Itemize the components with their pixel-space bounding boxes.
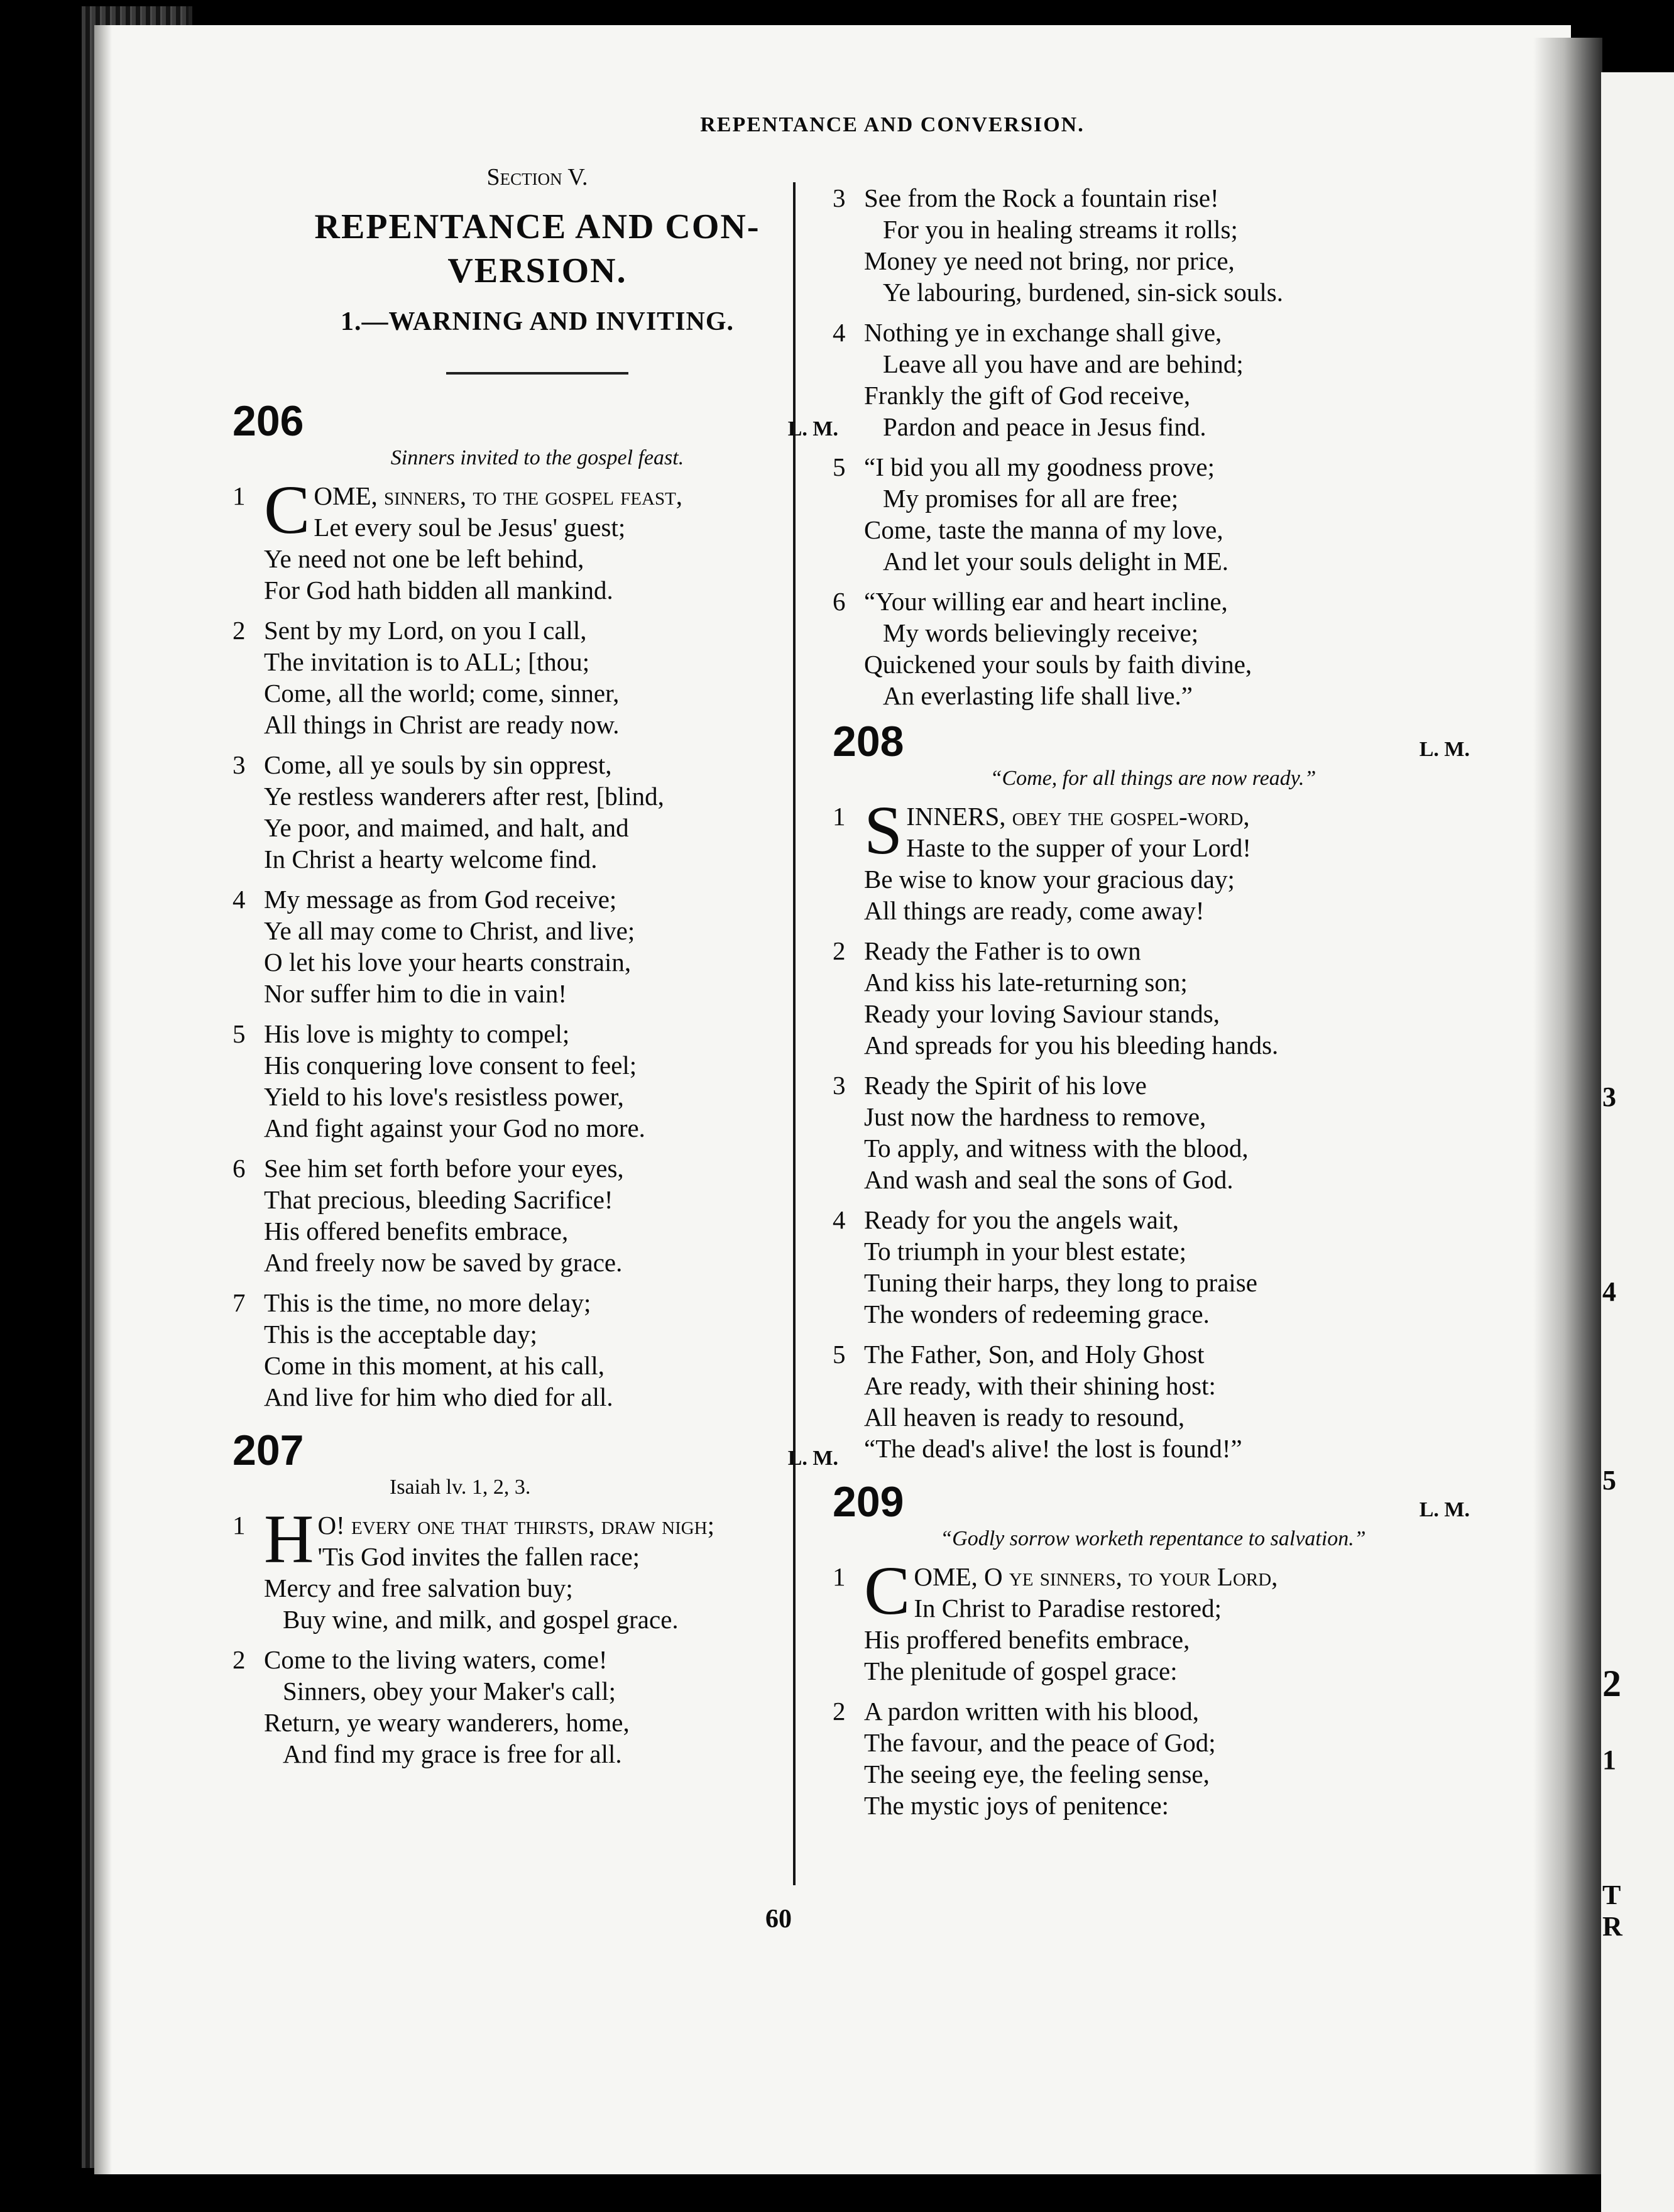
stanza [232, 1287, 842, 1413]
verse-line: Ye all may come to Christ, and live; [264, 916, 635, 945]
section-title-line: REPENTANCE AND CON- [314, 207, 760, 246]
verse-line: Ye labouring, burdened, sin-sick souls. [883, 278, 1283, 307]
verse-line: And let your souls delight in ME. [883, 547, 1229, 576]
stanza [232, 471, 842, 606]
stanza [833, 586, 1474, 711]
verse-number: 1 [833, 1562, 846, 1591]
hymn-caption: “Godly sorrow worketh repentance to salvation.” [940, 1527, 1366, 1550]
verse-line: Just now the hardness to remove, [864, 1102, 1206, 1131]
stanza [833, 935, 1474, 1061]
verse-line-text: O! every one that thirsts, draw nigh; [317, 1511, 715, 1540]
stanza [833, 1695, 1474, 1821]
stanza [232, 1018, 842, 1144]
verse-line: This is the time, no more delay; [264, 1288, 591, 1317]
verse-line: A pardon written with his blood, [864, 1697, 1199, 1726]
hymn-207 [232, 1426, 842, 1770]
verse-line: And find my grace is free for all. [283, 1739, 622, 1768]
verse-line: And kiss his late-returning son; [864, 968, 1188, 997]
stanza [232, 884, 842, 1009]
verse-line: Come, all ye souls by sin opprest, [264, 750, 612, 779]
verse-line: Quickened your souls by faith divine, [864, 650, 1252, 679]
verse-number: 5 [833, 1340, 846, 1369]
stanza [833, 451, 1474, 577]
verse-line: And live for him who died for all. [264, 1382, 613, 1411]
verse-line: And spreads for you his bleeding hands. [864, 1031, 1279, 1059]
verse-line: Ye restless wanderers after rest, [blind, [264, 782, 664, 811]
stanza [232, 1501, 842, 1635]
verse-line: His proffered benefits embrace, [864, 1625, 1190, 1654]
verse-line: Buy wine, and milk, and gospel grace. [283, 1605, 679, 1634]
verse-line: That precious, bleeding Sacrifice! [264, 1185, 613, 1214]
hymn-number: 206 [232, 397, 304, 445]
hymn-206 [232, 397, 842, 1413]
verse-line: Ready your loving Saviour stands, [864, 999, 1220, 1028]
verse-line: All things are ready, come away! [864, 896, 1205, 925]
verse-number: 5 [833, 452, 846, 481]
verse-line: Come in this moment, at his call, [264, 1351, 605, 1380]
verse-line-text: INNERS, obey the gospel-word, [906, 802, 1250, 831]
verse-line: Leave all you have and are behind; [883, 349, 1244, 378]
verse-line: Ye need not one be left behind, [264, 544, 584, 573]
drop-cap: C [864, 1552, 911, 1629]
verse-line: “I bid you all my goodness prove; [864, 452, 1215, 481]
verse-line: And freely now be saved by grace. [264, 1248, 623, 1277]
drop-cap: H [264, 1501, 314, 1577]
verse-line: Sinners, obey your Maker's call; [283, 1677, 616, 1706]
divider [446, 372, 628, 375]
left-column [232, 145, 842, 1786]
hymn-header [232, 1426, 842, 1474]
hymn-header [833, 720, 1474, 763]
verse-line: My message as from God receive; [264, 885, 617, 914]
verse-line: The mystic joys of penitence: [864, 1791, 1169, 1820]
verse-line: The seeing eye, the feeling sense, [864, 1760, 1210, 1788]
next-page-fragment: 1 [1602, 1744, 1616, 1775]
verse-line: The wonders of redeeming grace. [864, 1300, 1210, 1328]
verse-line [864, 801, 1474, 832]
stanza [232, 1644, 842, 1770]
drop-cap: S [864, 792, 903, 868]
verse-number: 2 [833, 936, 846, 965]
verse-line: Be wise to know your gracious day; [864, 865, 1235, 894]
hymn-number: 209 [833, 1478, 904, 1526]
stanza [833, 792, 1474, 926]
running-head: REPENTANCE AND CONVERSION. [700, 113, 1085, 136]
verse-line: Come to the living waters, come! [264, 1645, 608, 1674]
stanza [833, 1552, 1474, 1687]
verse-line [864, 1561, 1474, 1592]
verse-line-text: OME, sinners, to the gospel feast, [314, 481, 683, 510]
verse-line [264, 480, 842, 512]
gutter-shadow [1533, 38, 1602, 2174]
verse-line: Are ready, with their shining host: [864, 1371, 1216, 1400]
verse-number: 4 [833, 318, 846, 347]
verse-number: 6 [833, 587, 846, 616]
verse-line: My words believingly receive; [883, 618, 1199, 647]
verse-line: Ready the Father is to own [864, 936, 1141, 965]
stanza [232, 615, 842, 740]
next-page-fragment: 3 [1602, 1081, 1616, 1112]
hymn-meter: L. M. [1419, 1498, 1470, 1521]
verse-number: 2 [232, 1645, 246, 1674]
verse-line: To apply, and witness with the blood, [864, 1134, 1249, 1163]
verse-line: All things in Christ are ready now. [264, 710, 620, 739]
verse-line: Let every soul be Jesus' guest; [314, 513, 626, 542]
section-title [232, 205, 842, 293]
section-label: Section V. [486, 164, 588, 190]
verse-number: 4 [833, 1205, 846, 1234]
verse-number: 3 [232, 750, 246, 779]
hymn-header [833, 1478, 1474, 1526]
verse-line: See from the Rock a fountain rise! [864, 183, 1219, 212]
verse-line: My promises for all are free; [883, 484, 1179, 513]
verse-line: “The dead's alive! the lost is found!” [864, 1434, 1242, 1463]
verse-line: Ye poor, and maimed, and halt, and [264, 813, 629, 842]
verse-number: 7 [232, 1288, 246, 1317]
verse-line-text: OME, O ye sinners, to your Lord, [914, 1562, 1278, 1591]
verse-line: All heaven is ready to resound, [864, 1403, 1185, 1432]
next-page-fragment: R [1602, 1911, 1622, 1942]
hymn-meter: L. M. [1419, 738, 1470, 761]
next-page-fragment: 5 [1602, 1465, 1616, 1496]
verse-line: Ready for you the angels wait, [864, 1205, 1179, 1234]
hymn-meter: L. M. [787, 417, 838, 441]
verse-line: Tuning their harps, they long to praise [864, 1268, 1257, 1297]
hymn-number: 208 [833, 718, 904, 765]
hymn-caption: Sinners invited to the gospel feast. [390, 446, 684, 469]
verse-line: In Christ to Paradise restored; [914, 1594, 1222, 1623]
hymn-caption: Isaiah lv. 1, 2, 3. [390, 1476, 531, 1499]
verse-line: “Your willing ear and heart incline, [864, 587, 1228, 616]
verse-number: 1 [833, 802, 846, 831]
verse-line: Money ye need not bring, nor price, [864, 246, 1235, 275]
verse-line: Come, taste the manna of my love, [864, 515, 1223, 544]
verse-number: 5 [232, 1019, 246, 1048]
stanza [232, 749, 842, 875]
verse-number: 3 [833, 1071, 846, 1100]
verse-line: Pardon and peace in Jesus find. [883, 412, 1206, 441]
section-title-line: VERSION. [447, 251, 627, 290]
verse-line: Nor suffer him to die in vain! [264, 979, 567, 1008]
page-number: 60 [765, 1905, 792, 1934]
stanza [833, 182, 1474, 308]
verse-line: The Father, Son, and Holy Ghost [864, 1340, 1205, 1369]
verse-number: 2 [232, 616, 246, 645]
verse-number: 3 [833, 183, 846, 212]
stanza [232, 1153, 842, 1278]
verse-line: And fight against your God no more. [264, 1114, 645, 1142]
next-page-fragment: 2 [1602, 1663, 1621, 1704]
verse-line: The plenitude of gospel grace: [864, 1656, 1178, 1685]
page-fold-shadow [94, 25, 112, 2174]
verse-line: The invitation is to ALL; [thou; [264, 647, 590, 676]
stanza [833, 1204, 1474, 1330]
stanza [833, 317, 1474, 442]
stanza [833, 1070, 1474, 1195]
verse-line: The favour, and the peace of God; [864, 1728, 1216, 1757]
verse-line: And wash and seal the sons of God. [864, 1165, 1234, 1194]
stanza [833, 1339, 1474, 1464]
hymn-number: 207 [232, 1426, 304, 1474]
verse-line: O let his love your hearts constrain, [264, 948, 632, 977]
verse-line: Come, all the world; come, sinner, [264, 679, 620, 708]
verse-line: Return, ye weary wanderers, home, [264, 1708, 630, 1737]
verse-number: 4 [232, 885, 246, 914]
drop-cap: C [264, 471, 310, 548]
next-page-fragment: T [1602, 1880, 1621, 1910]
next-page-fragment: 4 [1602, 1276, 1616, 1307]
verse-line: In Christ a hearty welcome find. [264, 845, 598, 873]
verse-line: Frankly the gift of God receive, [864, 381, 1191, 410]
hymn-208 [833, 720, 1474, 1464]
verse-line: Ready the Spirit of his love [864, 1071, 1147, 1100]
verse-line: His offered benefits embrace, [264, 1217, 569, 1246]
verse-line: 'Tis God invites the fallen race; [317, 1542, 640, 1571]
hymn-209 [833, 1478, 1474, 1821]
verse-number: 1 [232, 1511, 246, 1540]
verse-line: Haste to the supper of your Lord! [906, 833, 1251, 862]
verse-line: For God hath bidden all mankind. [264, 576, 613, 605]
verse-line: Sent by my Lord, on you I call, [264, 616, 587, 645]
right-column [833, 145, 1474, 1837]
verse-line: This is the acceptable day; [264, 1320, 537, 1349]
hymn-header [232, 397, 842, 445]
verse-line: See him set forth before your eyes, [264, 1154, 624, 1183]
verse-line: Yield to his love's resistless power, [264, 1082, 624, 1111]
next-page-edge [1601, 72, 1674, 2212]
verse-line [264, 1509, 842, 1541]
hymn-meter: L. M. [787, 1447, 838, 1470]
verse-line: An everlasting life shall live.” [883, 681, 1193, 710]
verse-line: His conquering love consent to feel; [264, 1051, 637, 1080]
verse-line: For you in healing streams it rolls; [883, 215, 1238, 244]
verse-line: To triumph in your blest estate; [864, 1237, 1186, 1266]
verse-line: Mercy and free salvation buy; [264, 1574, 573, 1602]
verse-line: His love is mighty to compel; [264, 1019, 570, 1048]
hymn-caption: “Come, for all things are now ready.” [990, 767, 1316, 790]
subsection-heading: 1.—WARNING AND INVITING. [340, 307, 735, 336]
verse-number: 2 [833, 1697, 846, 1726]
verse-number: 1 [232, 481, 246, 510]
verse-number: 6 [232, 1154, 246, 1183]
verse-line: Nothing ye in exchange shall give, [864, 318, 1222, 347]
